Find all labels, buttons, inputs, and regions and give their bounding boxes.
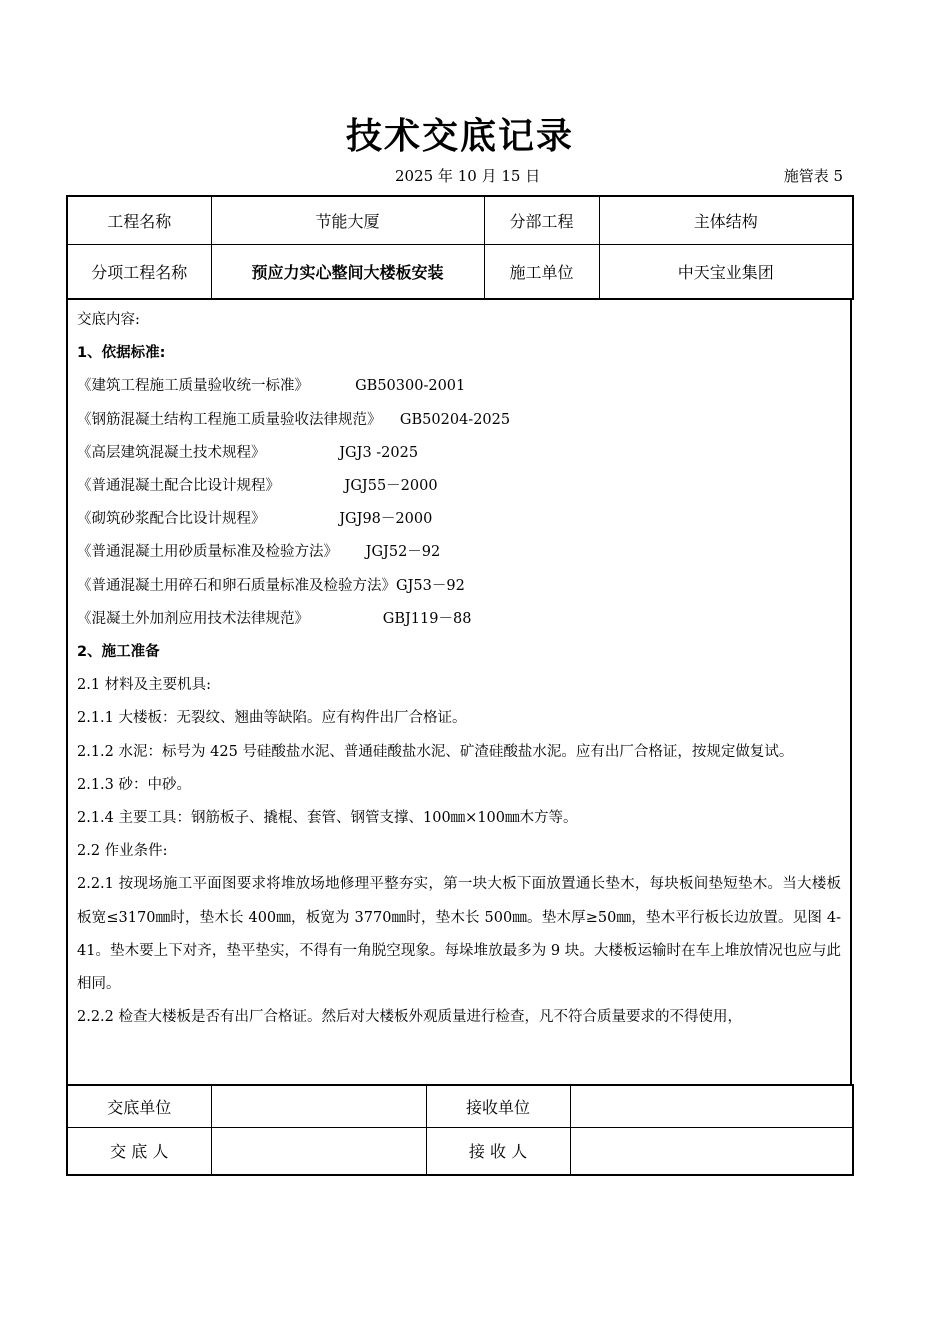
receiving-unit-label: 接收单位 — [426, 1085, 570, 1127]
header-table — [66, 195, 854, 300]
deliverer-value[interactable] — [211, 1127, 426, 1175]
standard-item: 《普通混凝土用砂质量标准及检验方法》 JGJ52－92 — [77, 544, 441, 561]
paragraph: 2.2.2 检查大楼板是否有出厂合格证。然后对大楼板外观质量进行检查，凡不符合质量要求的不得使用， — [77, 1009, 742, 1026]
division-value: 主体结构 — [599, 196, 853, 244]
content-intro: 交底内容: — [77, 312, 140, 328]
section-2-title: 2、施工准备 — [77, 644, 160, 661]
subitem-value: 预应力实心整间大楼板安装 — [211, 244, 484, 299]
standard-item: 《建筑工程施工质量验收统一标准》 GB50300-2001 — [77, 378, 466, 395]
builder-value: 中天宝业集团 — [599, 244, 853, 299]
signature-table — [66, 1084, 854, 1176]
standard-item: 《混凝土外加剂应用技术法律规范》 GBJ119－88 — [77, 610, 472, 627]
project-name-label: 工程名称 — [67, 196, 211, 244]
delivering-unit-label: 交底单位 — [67, 1085, 211, 1127]
paragraph: 2.1.4 主要工具：钢筋板子、撬棍、套管、钢管支撑、100㎜×100㎜木方等。 — [77, 810, 578, 827]
paragraph: 2.2.1 按现场施工平面图要求将堆放场地修理平整夯实，第一块大板下面放置通长垫木，每块板间垫短垫木。当大楼板板宽≤3170㎜时，垫木长 400㎜，板宽为 3770㎜时，垫木长 500㎜。垫木厚≥50㎜，垫木平行板长边放置。见图 4-41。垫木要上下对齐，垫平垫实，不得有一角脱空现象。每垛堆放最多为 9 块。大楼板运输时在车上堆放情况也应与此相同。 — [77, 876, 841, 993]
receiver-value[interactable] — [570, 1127, 853, 1175]
standard-item: 《普通混凝土配合比设计规程》 JGJ55－2000 — [77, 478, 438, 495]
record-date: 2025 年 10 月 15 日 — [395, 167, 541, 185]
paragraph: 2.2 作业条件: — [77, 843, 168, 860]
briefing-content — [66, 298, 852, 1084]
standard-item: 《砌筑砂浆配合比设计规程》 JGJ98－2000 — [77, 511, 433, 528]
delivering-unit-value[interactable] — [211, 1085, 426, 1127]
deliverer-label: 交 底 人 — [67, 1127, 211, 1175]
builder-label: 施工单位 — [484, 244, 599, 299]
standard-item: 《钢筋混凝土结构工程施工质量验收法律规范》 GB50204-2025 — [77, 411, 511, 428]
paragraph: 2.1.1 大楼板：无裂纹、翘曲等缺陷。应有构件出厂合格证。 — [77, 710, 467, 727]
form-number: 施管表 5 — [783, 167, 843, 185]
paragraph: 2.1.3 砂：中砂。 — [77, 776, 192, 793]
receiver-label: 接 收 人 — [426, 1127, 570, 1175]
page-title: 技术交底记录 — [345, 116, 574, 157]
division-label: 分部工程 — [484, 196, 599, 244]
section-1-title: 1、依据标准: — [77, 345, 166, 362]
standard-item: 《普通混凝土用碎石和卵石质量标准及检验方法》GJ53－92 — [77, 577, 465, 594]
receiving-unit-value[interactable] — [570, 1085, 853, 1127]
paragraph: 2.1.2 水泥：标号为 425 号硅酸盐水泥、普通硅酸盐水泥、矿渣硅酸盐水泥。应有出厂合格证，按规定做复试。 — [77, 743, 794, 760]
paragraph: 2.1 材料及主要机具: — [77, 677, 212, 694]
standard-item: 《高层建筑混凝土技术规程》 JGJ3 -2025 — [77, 444, 419, 461]
project-name-value: 节能大厦 — [211, 196, 484, 244]
subitem-label: 分项工程名称 — [67, 244, 211, 299]
